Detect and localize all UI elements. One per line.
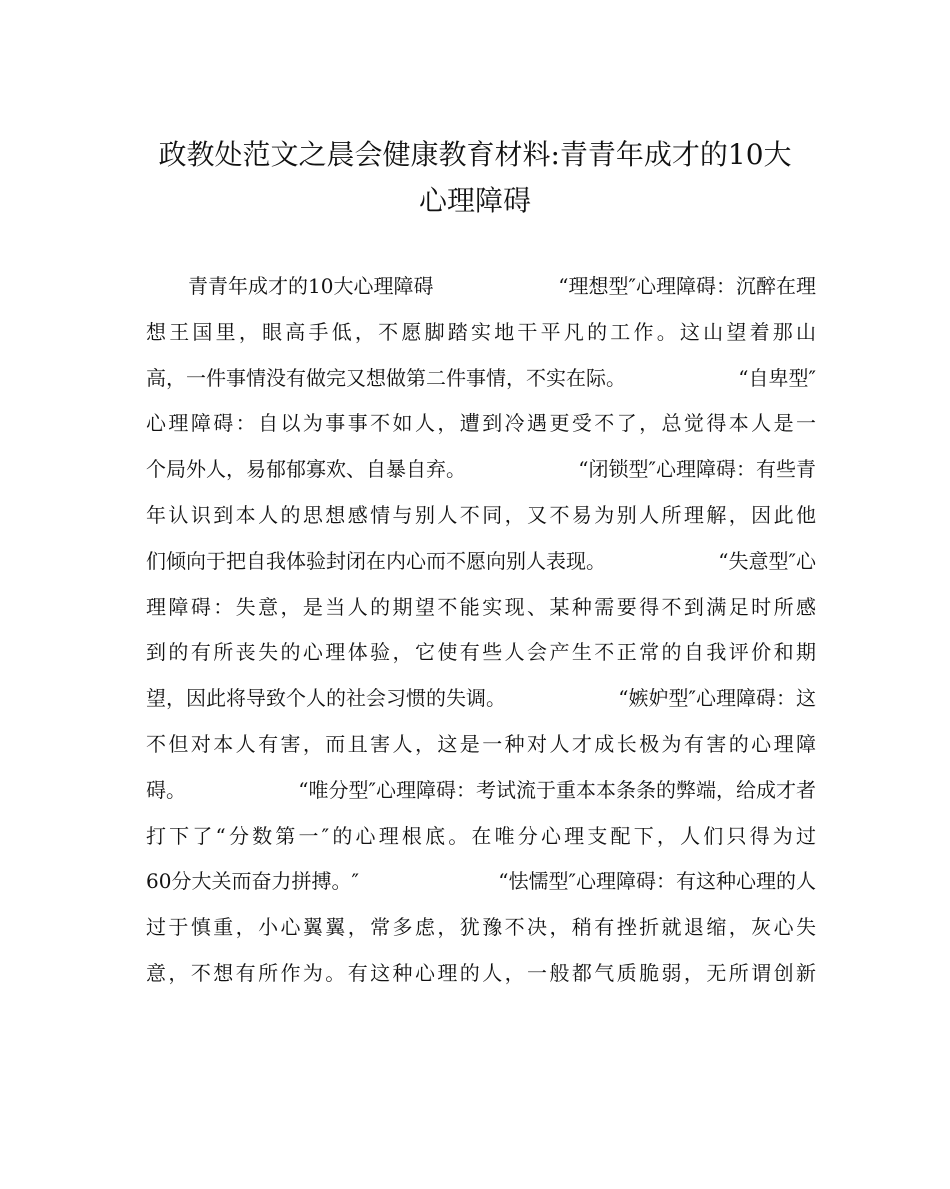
paragraph-line (146, 539, 816, 585)
line-text: 理障碍：失意，是当人的期望不能实现、某种需要得不到满足时所感 (146, 594, 819, 619)
line-text: 到的有所丧失的心理体验，它使有些人会产生不正常的自我评价和期 (146, 640, 819, 665)
line-text: 心理障碍：自以为事事不如人，遭到冷遇更受不了，总觉得本人是一 (146, 411, 819, 436)
title-line: 政教处范文之晨会健康教育材料:青青年成才的10大 (158, 138, 792, 171)
line-text: “理想型″心理障碍：沉醉在理 (558, 274, 816, 298)
paragraph-line (146, 859, 816, 905)
line-text: 望，因此将导致个人的社会习惯的失调。 (146, 686, 506, 711)
paragraph-line (146, 951, 819, 997)
line-text: 高，一件事情没有做完又想做第二件事情，不实在际。 (146, 365, 626, 390)
paragraph-line (146, 401, 819, 447)
paragraph-line (146, 768, 816, 814)
paragraph-line (146, 630, 819, 676)
document-title (120, 132, 830, 224)
paragraph-line (146, 722, 819, 768)
line-text: “怯懦型″心理障碍：有这种心理的人 (498, 869, 816, 894)
paragraph-line (146, 905, 819, 951)
paragraph-line (146, 356, 816, 402)
paragraph-line (146, 447, 816, 493)
line-text: “失意型″心 (718, 548, 816, 573)
line-text: “自卑型″ (738, 365, 816, 390)
line-text: 个局外人，易郁郁寡欢、自暴自弃。 (146, 457, 466, 482)
line-text: 青青年成才的10大心理障碍 (188, 274, 434, 298)
line-text: 不但对本人有害，而且害人，这是一种对人才成长极为有害的心理障 (146, 731, 819, 756)
line-text: 打下了“分数第一″的心理根底。在唯分心理支配下，人们只得为过 (146, 823, 820, 848)
paragraph-line (146, 493, 819, 539)
paragraph-line (146, 676, 816, 722)
line-text: 碍。 (146, 777, 186, 802)
title-line: 心理障碍 (418, 184, 531, 217)
line-text: 想王国里，眼高手低，不愿脚踏实地干平凡的工作。这山望着那山 (146, 319, 820, 344)
paragraph-line (146, 814, 820, 860)
line-text: “闭锁型″心理障碍：有些青 (578, 457, 816, 482)
paragraph-line (146, 585, 819, 631)
line-text: “嫉妒型″心理障碍：这 (618, 686, 816, 711)
paragraph-line (146, 264, 816, 310)
line-text: 年认识到本人的思想感情与别人不同，又不易为别人所理解，因此他 (146, 502, 819, 527)
document-body (146, 264, 820, 997)
line-text: 过于慎重，小心翼翼，常多虑，犹豫不决，稍有挫折就退缩，灰心失 (146, 915, 819, 940)
line-text: “唯分型″心理障碍：考试流于重本本条条的弊端，给成才者 (298, 777, 816, 802)
line-text: 60分大关而奋力拼搏。″ (146, 869, 359, 894)
paragraph-line (146, 310, 820, 356)
line-text: 意，不想有所作为。有这种心理的人，一般都气质脆弱，无所谓创新 (146, 960, 819, 985)
line-text: 们倾向于把自我体验封闭在内心而不愿向别人表现。 (146, 548, 606, 573)
